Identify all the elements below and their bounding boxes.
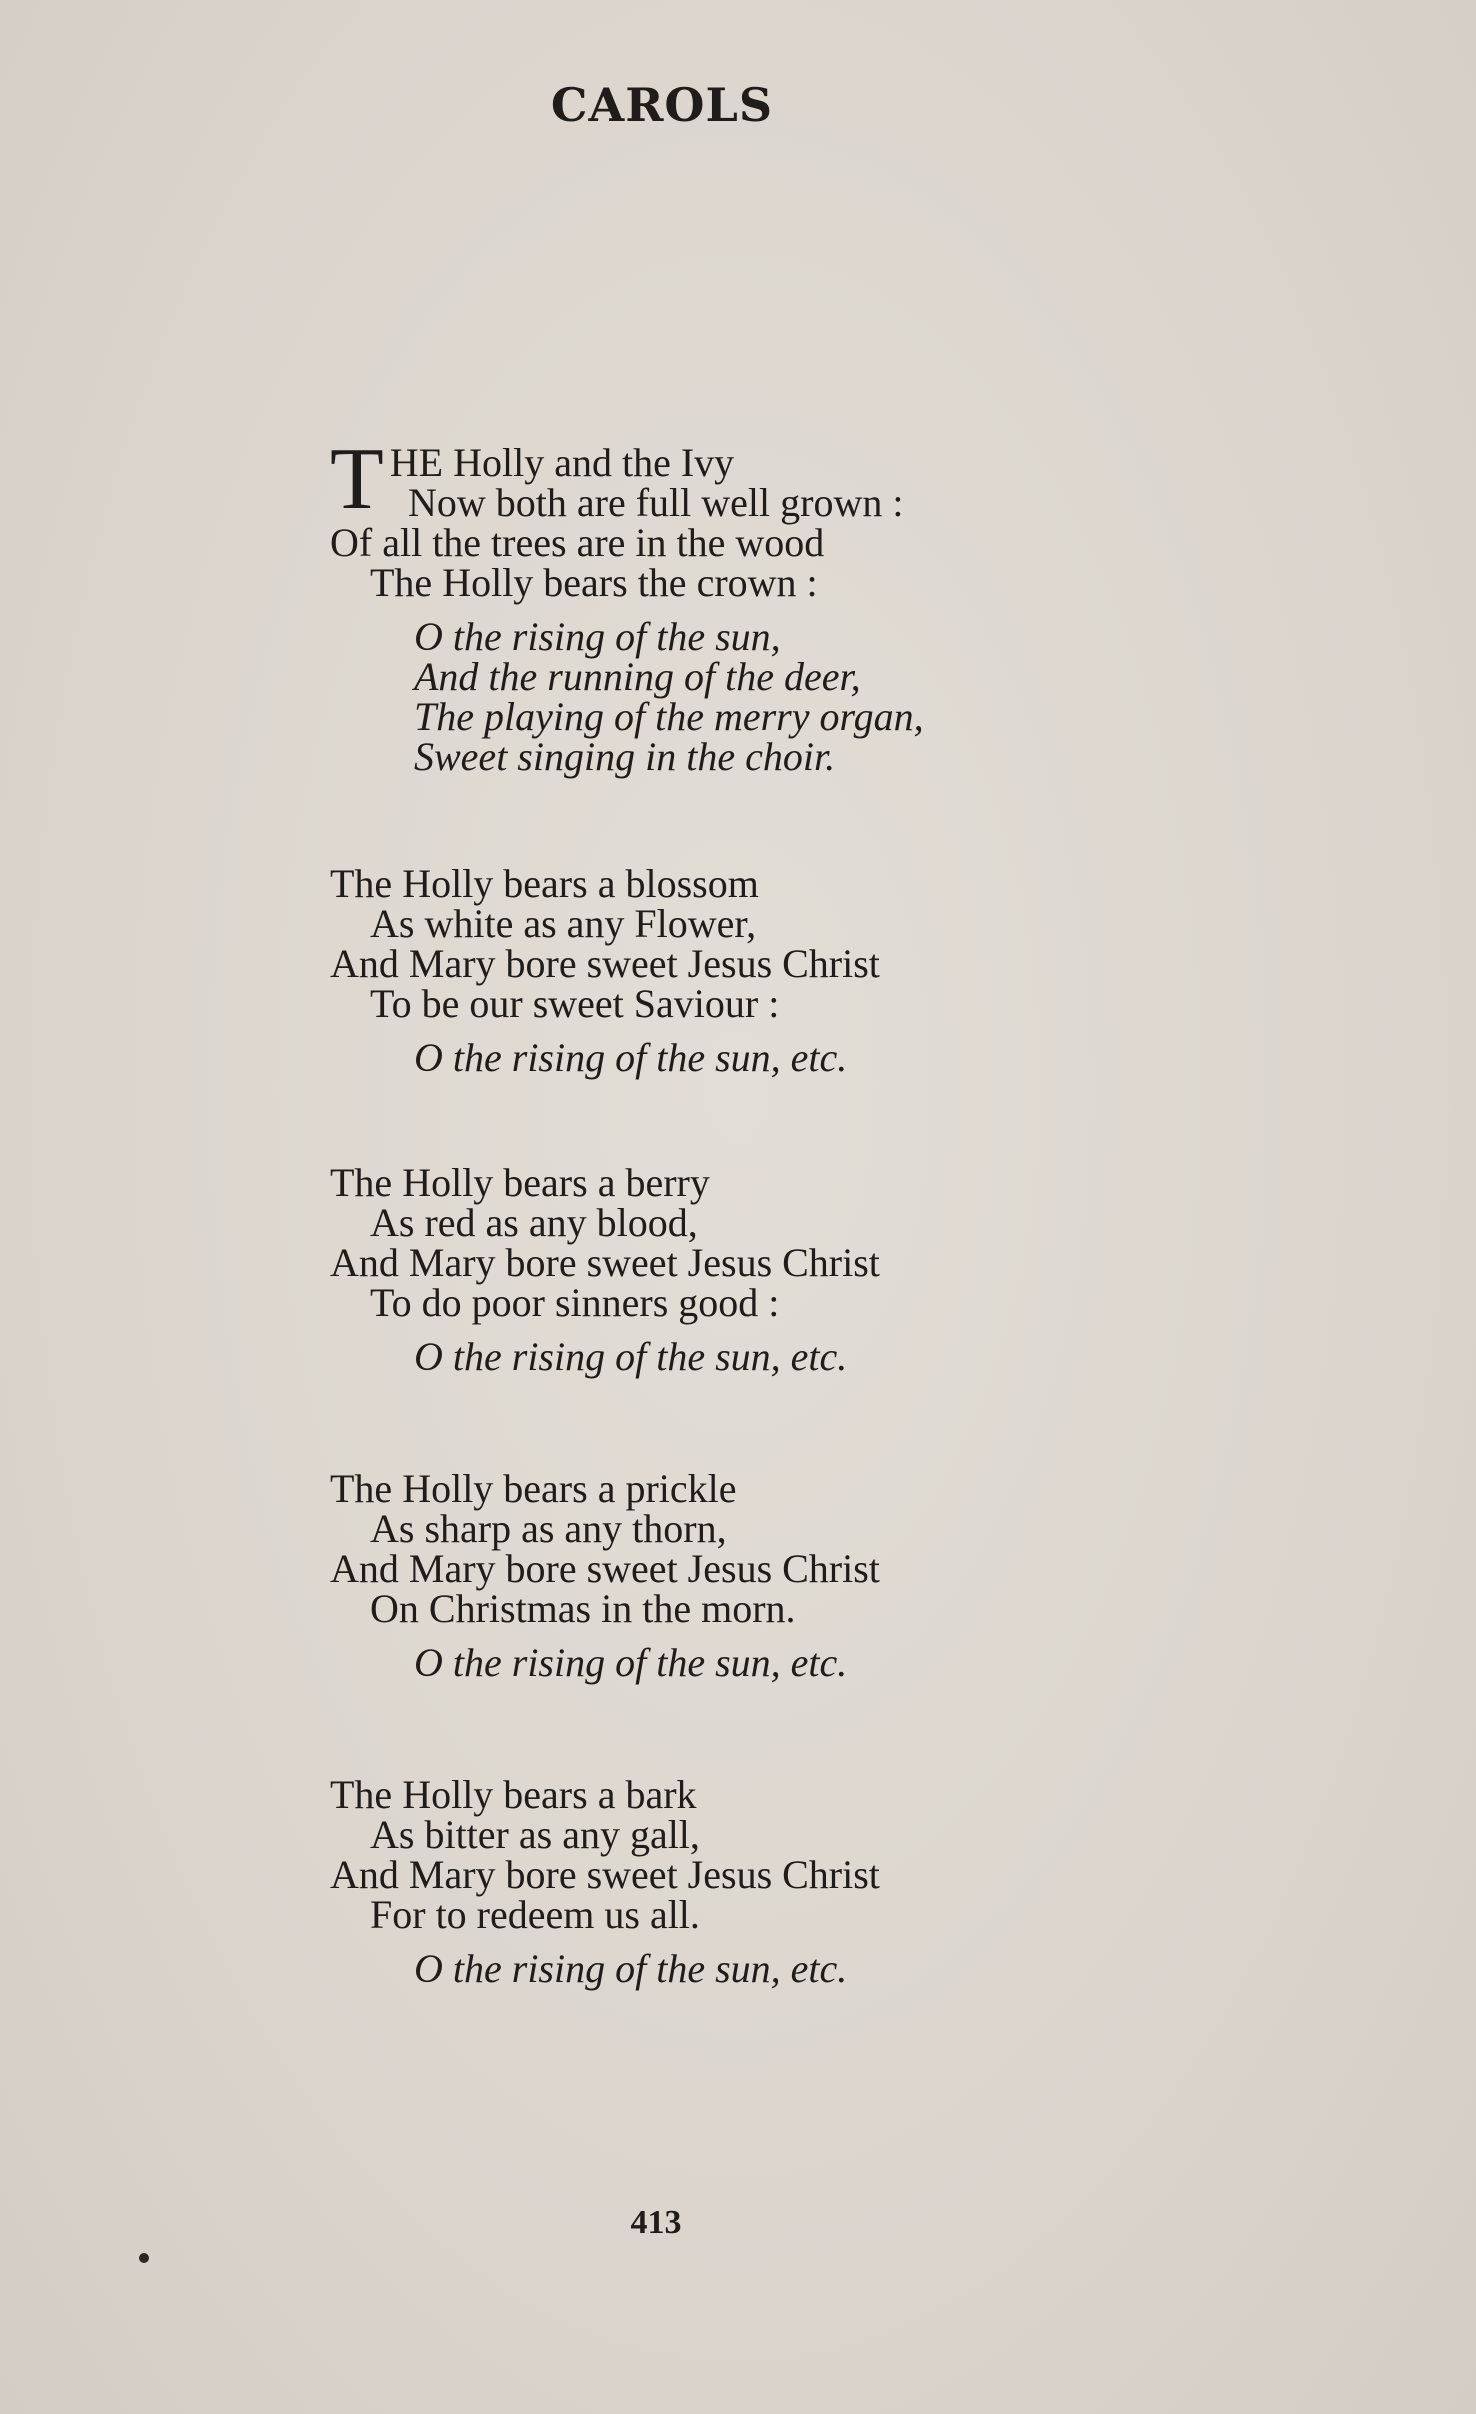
verse-line: Now both are full well grown : (408, 480, 904, 525)
verse-line: The Holly bears a blossom (330, 861, 759, 906)
refrain-line: O the rising of the sun, etc. (414, 1035, 848, 1080)
running-head: CAROLS (550, 78, 774, 132)
drop-cap: T (330, 431, 384, 528)
verse-line: The Holly bears a prickle (330, 1466, 737, 1511)
verse-line: To be our sweet Saviour : (370, 981, 780, 1026)
page-number: 413 (630, 2204, 682, 2241)
verse-line: As bitter as any gall, (370, 1812, 700, 1857)
verse-line: HE Holly and the Ivy (389, 440, 735, 485)
verse-line: And Mary bore sweet Jesus Christ (330, 1240, 880, 1285)
verse-line: As sharp as any thorn, (370, 1506, 727, 1551)
verse-line: The Holly bears a bark (330, 1772, 697, 1817)
stanza-4 (330, 1466, 1150, 1685)
verse-line: And Mary bore sweet Jesus Christ (330, 1852, 880, 1897)
stanza-5 (330, 1772, 1150, 1991)
refrain-line: And the running of the deer, (414, 654, 861, 699)
refrain-line: O the rising of the sun, (414, 614, 781, 659)
refrain-line: O the rising of the sun, etc. (414, 1334, 848, 1379)
stanza-2 (330, 861, 1150, 1080)
refrain-line: Sweet singing in the choir. (414, 734, 836, 779)
verse-line: As red as any blood, (370, 1200, 698, 1245)
verse-line: On Christmas in the morn. (370, 1586, 796, 1631)
verse-line: To do poor sinners good : (370, 1280, 780, 1325)
refrain-line: The playing of the merry organ, (414, 694, 924, 739)
ink-spot (139, 2253, 149, 2263)
verse-line: Of all the trees are in the wood (330, 520, 825, 565)
verse-line: For to redeem us all. (370, 1892, 700, 1937)
verse-line: And Mary bore sweet Jesus Christ (330, 1546, 880, 1591)
refrain-line: O the rising of the sun, etc. (414, 1640, 848, 1685)
verse-line: The Holly bears a berry (330, 1160, 710, 1205)
verse-line: As white as any Flower, (370, 901, 757, 946)
stanza-3 (330, 1160, 1150, 1379)
verse-line: And Mary bore sweet Jesus Christ (330, 941, 880, 986)
verse-line: The Holly bears the crown : (370, 560, 818, 605)
refrain-line: O the rising of the sun, etc. (414, 1946, 848, 1991)
stanza-1 (330, 431, 1150, 779)
